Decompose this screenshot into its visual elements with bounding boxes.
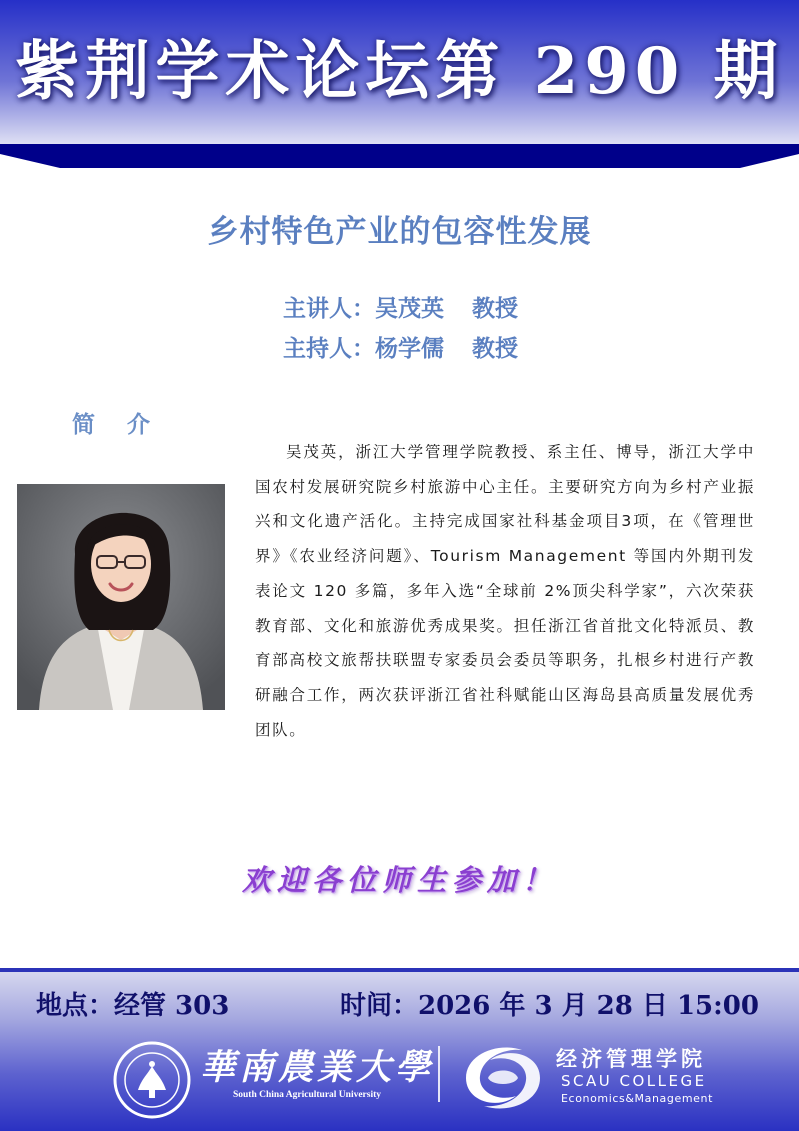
speaker-name: 吴茂英 xyxy=(375,295,444,322)
header-band xyxy=(0,144,799,170)
footer-divider xyxy=(0,968,799,972)
college-name: 经济管理学院 xyxy=(556,1046,706,1071)
bio-text: 吴茂英，浙江大学管理学院教授、系主任、博导，浙江大学中国农村发展研究院乡村旅游中心主任。主要研究方向为乡村产业振兴和文化遗产活化。主持完成国家社科基金项目3项，在《管理世界》《农业经济问题》、Tourism Management 等国内外期刊发表论文 120 多篇，多年入选“全球前 2%顶尖科学家”，六次荣获教育部、文化和旅游优秀成果奖。担任浙江省首批文化特派员、教育部高校文旅帮扶联盟专家委员会委员等职务，扎根乡村进行产教研融合工作，两次获评浙江省社科赋能山区海岛县高质量发展优秀团队。 xyxy=(255,443,755,739)
host-title: 教授 xyxy=(472,335,518,362)
college-name-en-line1: SCAU COLLEGE xyxy=(561,1072,707,1090)
lecture-title: 乡村特色产业的包容性发展 xyxy=(207,214,592,250)
speaker-portrait xyxy=(17,484,225,710)
host-label: 主持人： xyxy=(283,335,375,362)
logo-divider xyxy=(438,1046,440,1102)
speaker-label: 主讲人： xyxy=(283,295,375,322)
university-name-en: South China Agricultural University xyxy=(232,1090,382,1100)
speaker-title: 教授 xyxy=(472,295,518,322)
college-swirl-icon xyxy=(458,1040,548,1116)
forum-title: 紫荆学术论坛第 290 期 xyxy=(15,34,784,109)
university-name: 華南農業大學 xyxy=(200,1047,435,1088)
event-location: 地点：经管 303 xyxy=(36,991,230,1021)
college-name-en-line2: Economics&Management xyxy=(561,1092,714,1105)
speaker-line xyxy=(283,290,518,323)
welcome-message: 欢迎各位师生参加！ xyxy=(241,863,557,897)
intro-heading: 简 介 xyxy=(72,411,163,438)
host-name: 杨学儒 xyxy=(375,335,444,362)
host-line xyxy=(283,330,518,363)
university-seal-icon xyxy=(112,1040,192,1120)
event-time: 时间：2026 年 3 月 28 日 15:00 xyxy=(340,991,759,1021)
